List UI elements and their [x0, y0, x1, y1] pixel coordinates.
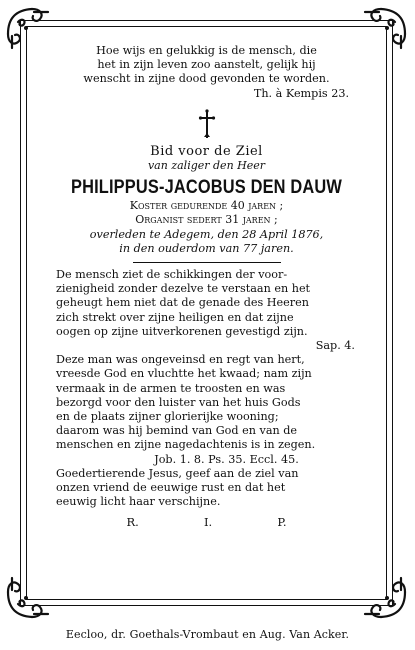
quote-line: wenscht in zijne dood gevonden te worden. [83, 72, 330, 86]
opening-quote [44, 44, 369, 87]
text-line: eeuwig licht haar verschijne. [56, 495, 221, 509]
paragraph-providence [44, 268, 369, 339]
rip-letter: I. [204, 515, 213, 530]
paragraph-prayer [44, 467, 369, 510]
rip-letter: P. [277, 515, 287, 530]
text-line: vreesde God en vluchtte het kwaad; nam zijn [56, 367, 312, 381]
text-line: Goedertierende Jesus, geef aan de ziel van [56, 466, 299, 480]
printer-imprint: Eecloo, dr. Goethals-Vrombaut en Aug. Van Acker. [65, 628, 350, 641]
rip-letter: R. [126, 515, 139, 530]
quote-line: Hoe wijs en gelukkig is de mensch, die [96, 44, 317, 57]
divider [133, 262, 281, 263]
text-line: menschen en zijne nagedachtenis is in zegen. [56, 438, 316, 452]
death-place-date: overleden te Adegem, den 28 April 1876, [89, 227, 324, 241]
latin-cross-icon [44, 109, 369, 139]
text-line: De mensch ziet de schikkingen der voor- [56, 268, 288, 282]
scripture-ref: Job. 1. 8. Ps. 35. Eccl. 45. [154, 452, 299, 466]
text-line: en de plaats zijner glorierijke wooning; [56, 410, 279, 424]
scripture-ref: Sap. 4. [315, 339, 355, 353]
scroll-ornament-icon [4, 576, 50, 622]
quote-line: het in zijn leven zoo aanstelt, gelijk hij [97, 58, 316, 72]
prayer-heading: Bid voor de Ziel [150, 143, 263, 159]
paragraph-character [44, 353, 369, 452]
text-line: vermaak in de armen te troosten en was [56, 381, 286, 395]
scroll-ornament-icon [363, 576, 409, 622]
text-line: onzen vriend de eeuwige rust en dat het [56, 481, 286, 495]
text-line: zich strekt over zijne heiligen en dat zijne [56, 310, 294, 324]
memorial-card [6, 6, 407, 620]
text-line: oogen op zijne uitverkorenen gevestigd zijn. [56, 324, 308, 338]
sub-heading: van zaliger den Heer [147, 159, 266, 173]
role-organist: Organist sedert 31 jaren ; [135, 213, 278, 227]
text-line: Deze man was ongeveinsd en regt van hert, [56, 353, 305, 367]
quote-source: Th. à Kempis 23. [253, 86, 349, 100]
text-line: geheugt hem niet dat de genade des Heeren [56, 296, 309, 310]
role-sexton: Koster gedurende 40 jaren ; [129, 199, 284, 213]
rip-letters [127, 515, 287, 529]
scroll-ornament-icon [363, 4, 409, 50]
card-text [44, 44, 369, 530]
death-age: in den ouderdom van 77 jaren. [119, 241, 294, 255]
text-line: daarom was hij bemind van God en van de [56, 424, 298, 438]
text-line: bezorgd voor den luister van het huis Gods [56, 395, 301, 409]
deceased-name: PHILIPPUS-JACOBUS DEN DAUW [70, 176, 343, 199]
text-line: zienigheid zonder dezelve te verstaan en het [56, 282, 311, 296]
